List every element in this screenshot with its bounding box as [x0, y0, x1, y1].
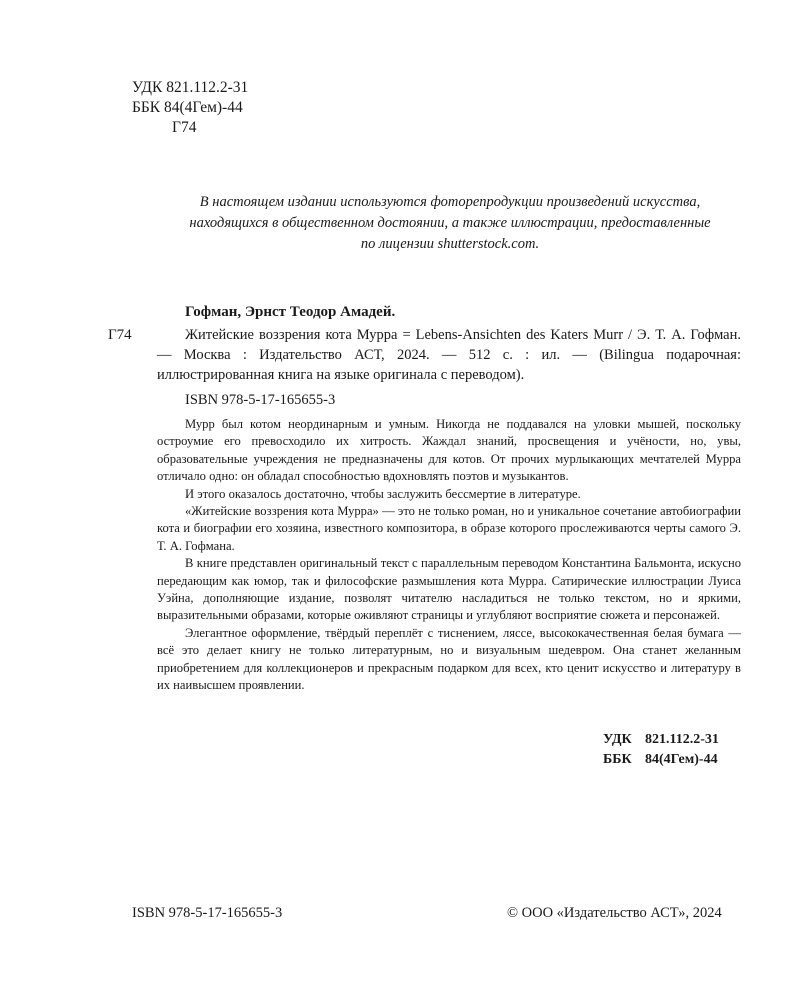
annotation-paragraph: Элегантное оформление, твёрдый переплёт с тиснением, ляссе, высококачественная белая бумага — всё это делает книгу не только литературным, но и визуальным шедевром. Она станет желанным приобретением для коллекционеров и прекрасным подарком для всех, кто ценит искусство и литературу в их наивысшем проявлении.: [157, 625, 741, 693]
bib-author-mark: Г74: [108, 327, 132, 343]
image-license-notice: [150, 192, 750, 255]
udk-code: УДК 821.112.2-31: [132, 79, 249, 96]
notice-line: В настоящем издании используются фоторепродукции произведений искусства,: [199, 194, 701, 210]
bbk-code: ББК 84(4Гем)-44: [132, 99, 243, 116]
classification-codes: [603, 730, 719, 770]
annotation-paragraph: Мурр был котом неординарным и умным. Никогда не поддавался на уловки мышей, поскольку остроумие его превосходило их хитрость. Жаждал знаний, просвещения и учёности, но, увы, образовательные учреждения не предназначены для котов. От прочих мурлыкающих мечтателей Мурра отличало одно: он обладал способностью вдохновлять поэтов и музыкантов.: [157, 417, 741, 484]
bbk-label: ББК: [603, 752, 632, 767]
bib-description: Житейские воззрения кота Мурра = Lebens-Ansichten des Katers Murr / Э. Т. А. Гофман. — Москва : Издательство АСТ, 2024. — 512 с. : ил. — (Bilingua подарочная: иллюстрированная книга на языке оригинала с переводом).: [157, 327, 741, 383]
annotation-paragraph: И этого оказалось достаточно, чтобы заслужить бессмертие в литературе.: [185, 486, 581, 501]
bib-isbn: ISBN 978-5-17-165655-3: [185, 392, 336, 408]
notice-line: по лицензии shutterstock.com.: [360, 236, 540, 252]
udk-value: 821.112.2-31: [645, 732, 719, 747]
bib-author: Гофман, Эрнст Теодор Амадей.: [185, 304, 396, 320]
annotation-paragraph: «Житейские воззрения кота Мурра» — это не только роман, но и уникальное сочетание автобиографии кота и биографии его хозяина, известного композитора, в образе которого прослеживаются черты самого Э. Т. А. Гофмана.: [157, 504, 741, 553]
udk-row: [603, 730, 719, 750]
header-codes: [132, 78, 248, 138]
udk-label: УДК: [603, 732, 632, 747]
bbk-row: [603, 750, 719, 770]
author-mark: Г74: [172, 119, 197, 136]
annotation-paragraph: В книге представлен оригинальный текст с параллельным переводом Константина Бальмонта, искусно передающим как юмор, так и философские размышления кота Мурра. Сатирические иллюстрации Луиса Уэйна, дополняющие издание, позволят читателю насладиться не только текстом, но и яркими, выразительными образами, которые оживляют страницы и углубляют восприятие сюжета и персонажей.: [157, 556, 741, 623]
footer-isbn: ISBN 978-5-17-165655-3: [132, 905, 283, 921]
annotation: [157, 416, 741, 695]
bbk-value: 84(4Гем)-44: [645, 752, 718, 767]
footer-copyright: © ООО «Издательство АСТ», 2024: [507, 905, 722, 921]
notice-line: находящихся в общественном достоянии, а также иллюстрации, предоставленные: [189, 215, 711, 231]
